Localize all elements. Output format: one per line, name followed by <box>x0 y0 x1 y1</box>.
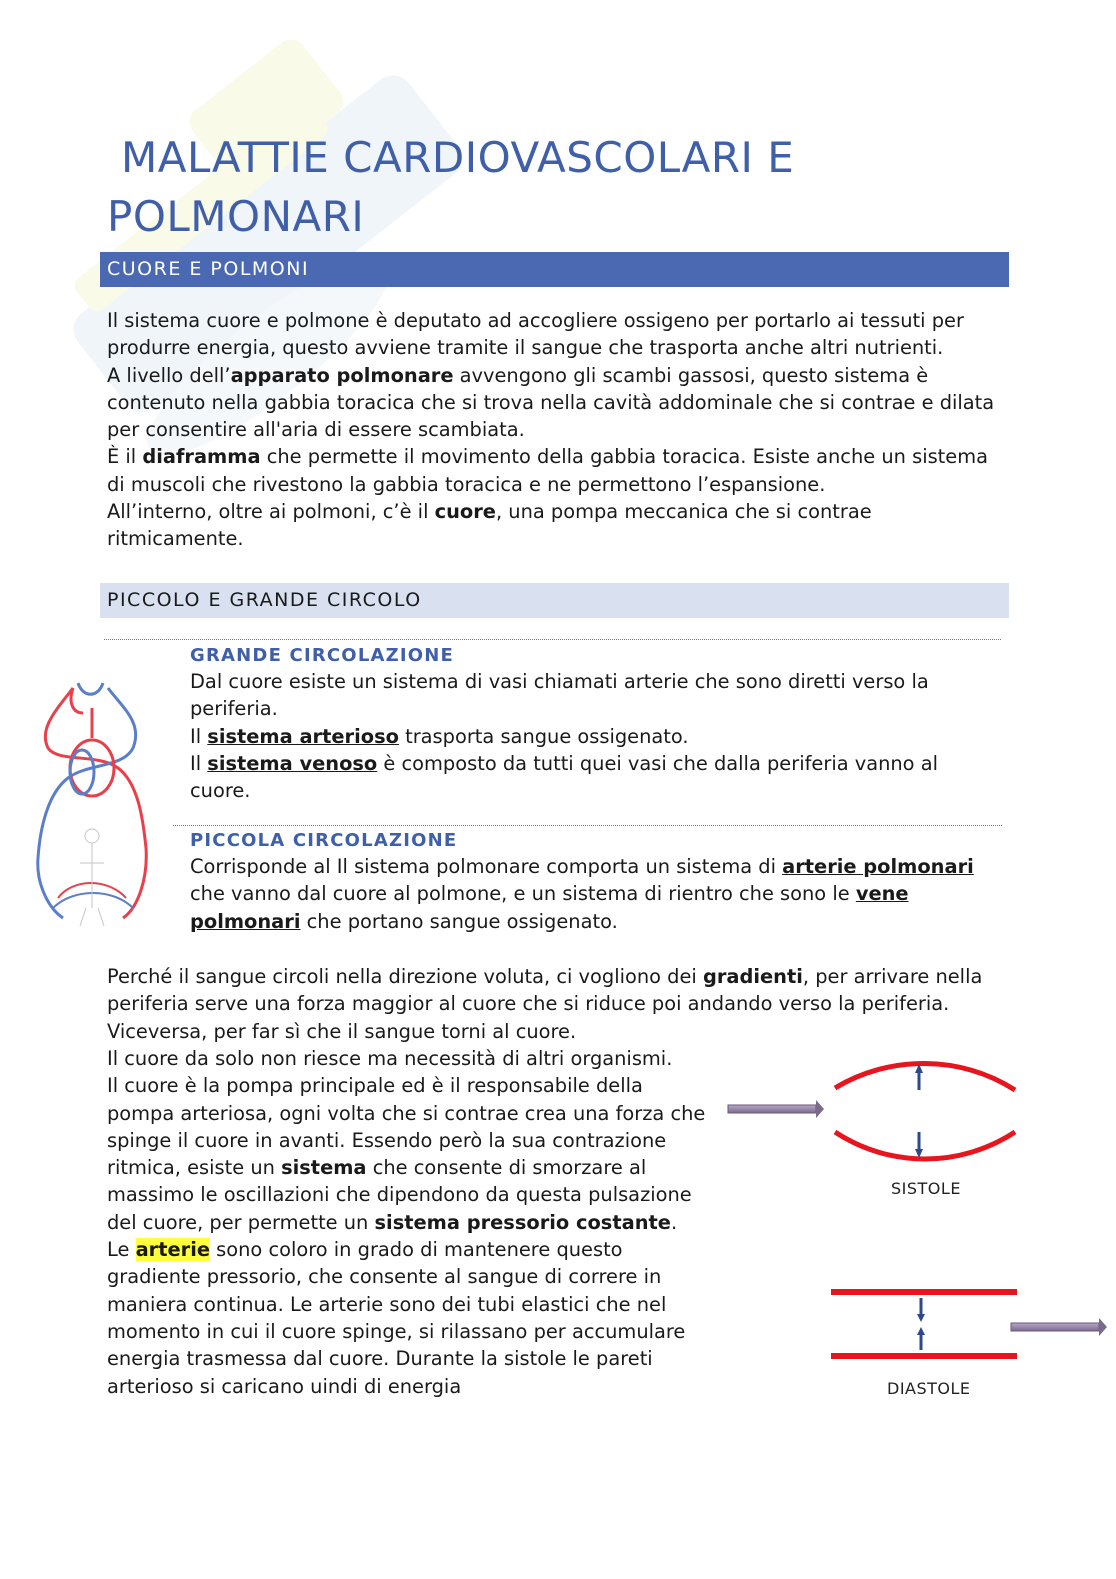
sistole-diagram <box>720 1050 1030 1180</box>
sistole-label: SISTOLE <box>891 1179 961 1198</box>
gradienti-text-bottom <box>107 1045 707 1400</box>
arrow-right-icon <box>728 1100 824 1118</box>
arrow-right-icon <box>1011 1318 1107 1336</box>
paragraph: Il sistema arterioso trasporta sangue ossigenato. <box>190 724 689 748</box>
paragraph: Il cuore da solo non riesce ma necessità di altri organismi. <box>107 1047 673 1070</box>
paragraph: Il cuore è la pompa principale ed è il responsabile della pompa arteriosa, ogni volta che si contrae crea una forza che spinge il cuore in avanti. Essendo però la sua contrazione ritmica, esiste un sistema che consente di smorzare al massimo le oscillazioni che dipendono da questa pulsazione del cuore, per permette un sistema pressorio costante. <box>107 1074 706 1234</box>
subheading-piccola-circolazione: PICCOLA CIRCOLAZIONE <box>190 830 458 851</box>
paragraph: A livello dell’apparato polmonare avvengono gli scambi gassosi, questo sistema è contenuto nella gabbia toracica che si trova nella cavità addominale che si contrae e dilata per consentire all'aria di essere scambiata. <box>107 363 995 442</box>
paragraph: Dal cuore esiste un sistema di vasi chiamati arterie che sono diretti verso la periferia. <box>190 670 929 721</box>
paragraph: Le arterie sono coloro in grado di mantenere questo gradiente pressorio, che consente al sangue di correre in maniera continua. Le arterie sono dei tubi elastici che nel momento in cui il cuore spinge, si rilassano per accumulare energia trasmessa dal cuore. Durante la sistole le pareti arterioso si caricano uindi di energia <box>107 1238 686 1398</box>
paragraph: Corrisponde al Il sistema polmonare comporta un sistema di arterie polmonari che vanno dal cuore al polmone, e un sistema di rientro che sono le vene polmonari che portano sangue ossigenato. <box>190 855 974 933</box>
piccola-circolazione-text <box>190 853 995 935</box>
paragraph: Perché il sangue circoli nella direzione voluta, ci vogliono dei gradienti, per arrivare nella periferia serve una forza maggior al cuore che si riduce poi andando verso la periferia. Viceversa, per far sì che il sangue torni al cuore. <box>107 965 983 1043</box>
paragraph: È il diaframma che permette il movimento della gabbia toracica. Esiste anche un sistema di muscoli che rivestono la gabbia toracica e ne permettono l’espansione. <box>107 445 988 496</box>
paragraph: Il sistema cuore e polmone è deputato ad accogliere ossigeno per portarlo ai tessuti per produrre energia, questo avviene tramite il sangue che trasporta anche altri nutrienti. <box>107 309 964 360</box>
section-heading-circolo: PICCOLO E GRANDE CIRCOLO <box>100 583 1009 618</box>
paragraph: All’interno, oltre ai polmoni, c’è il cuore, una pompa meccanica che si contrae ritmicamente. <box>107 500 872 551</box>
grande-circolazione-text <box>190 668 995 804</box>
divider <box>104 639 1001 640</box>
paragraph: Il sistema venoso è composto da tutti quei vasi che dalla periferia vanno al cuore. <box>190 751 938 803</box>
circulation-diagram <box>28 668 156 930</box>
subheading-grande-circolazione: GRANDE CIRCOLAZIONE <box>190 645 455 666</box>
section-heading-cuore-polmoni: CUORE E POLMONI <box>100 252 1009 287</box>
diastole-diagram <box>825 1280 1116 1370</box>
page-title: MALATTIE CARDIOVASCOLARI E POLMONARI <box>107 133 795 241</box>
diastole-label: DIASTOLE <box>887 1379 971 1398</box>
intro-text <box>107 307 997 553</box>
divider <box>173 825 1002 826</box>
gradienti-text-top <box>107 963 987 1045</box>
